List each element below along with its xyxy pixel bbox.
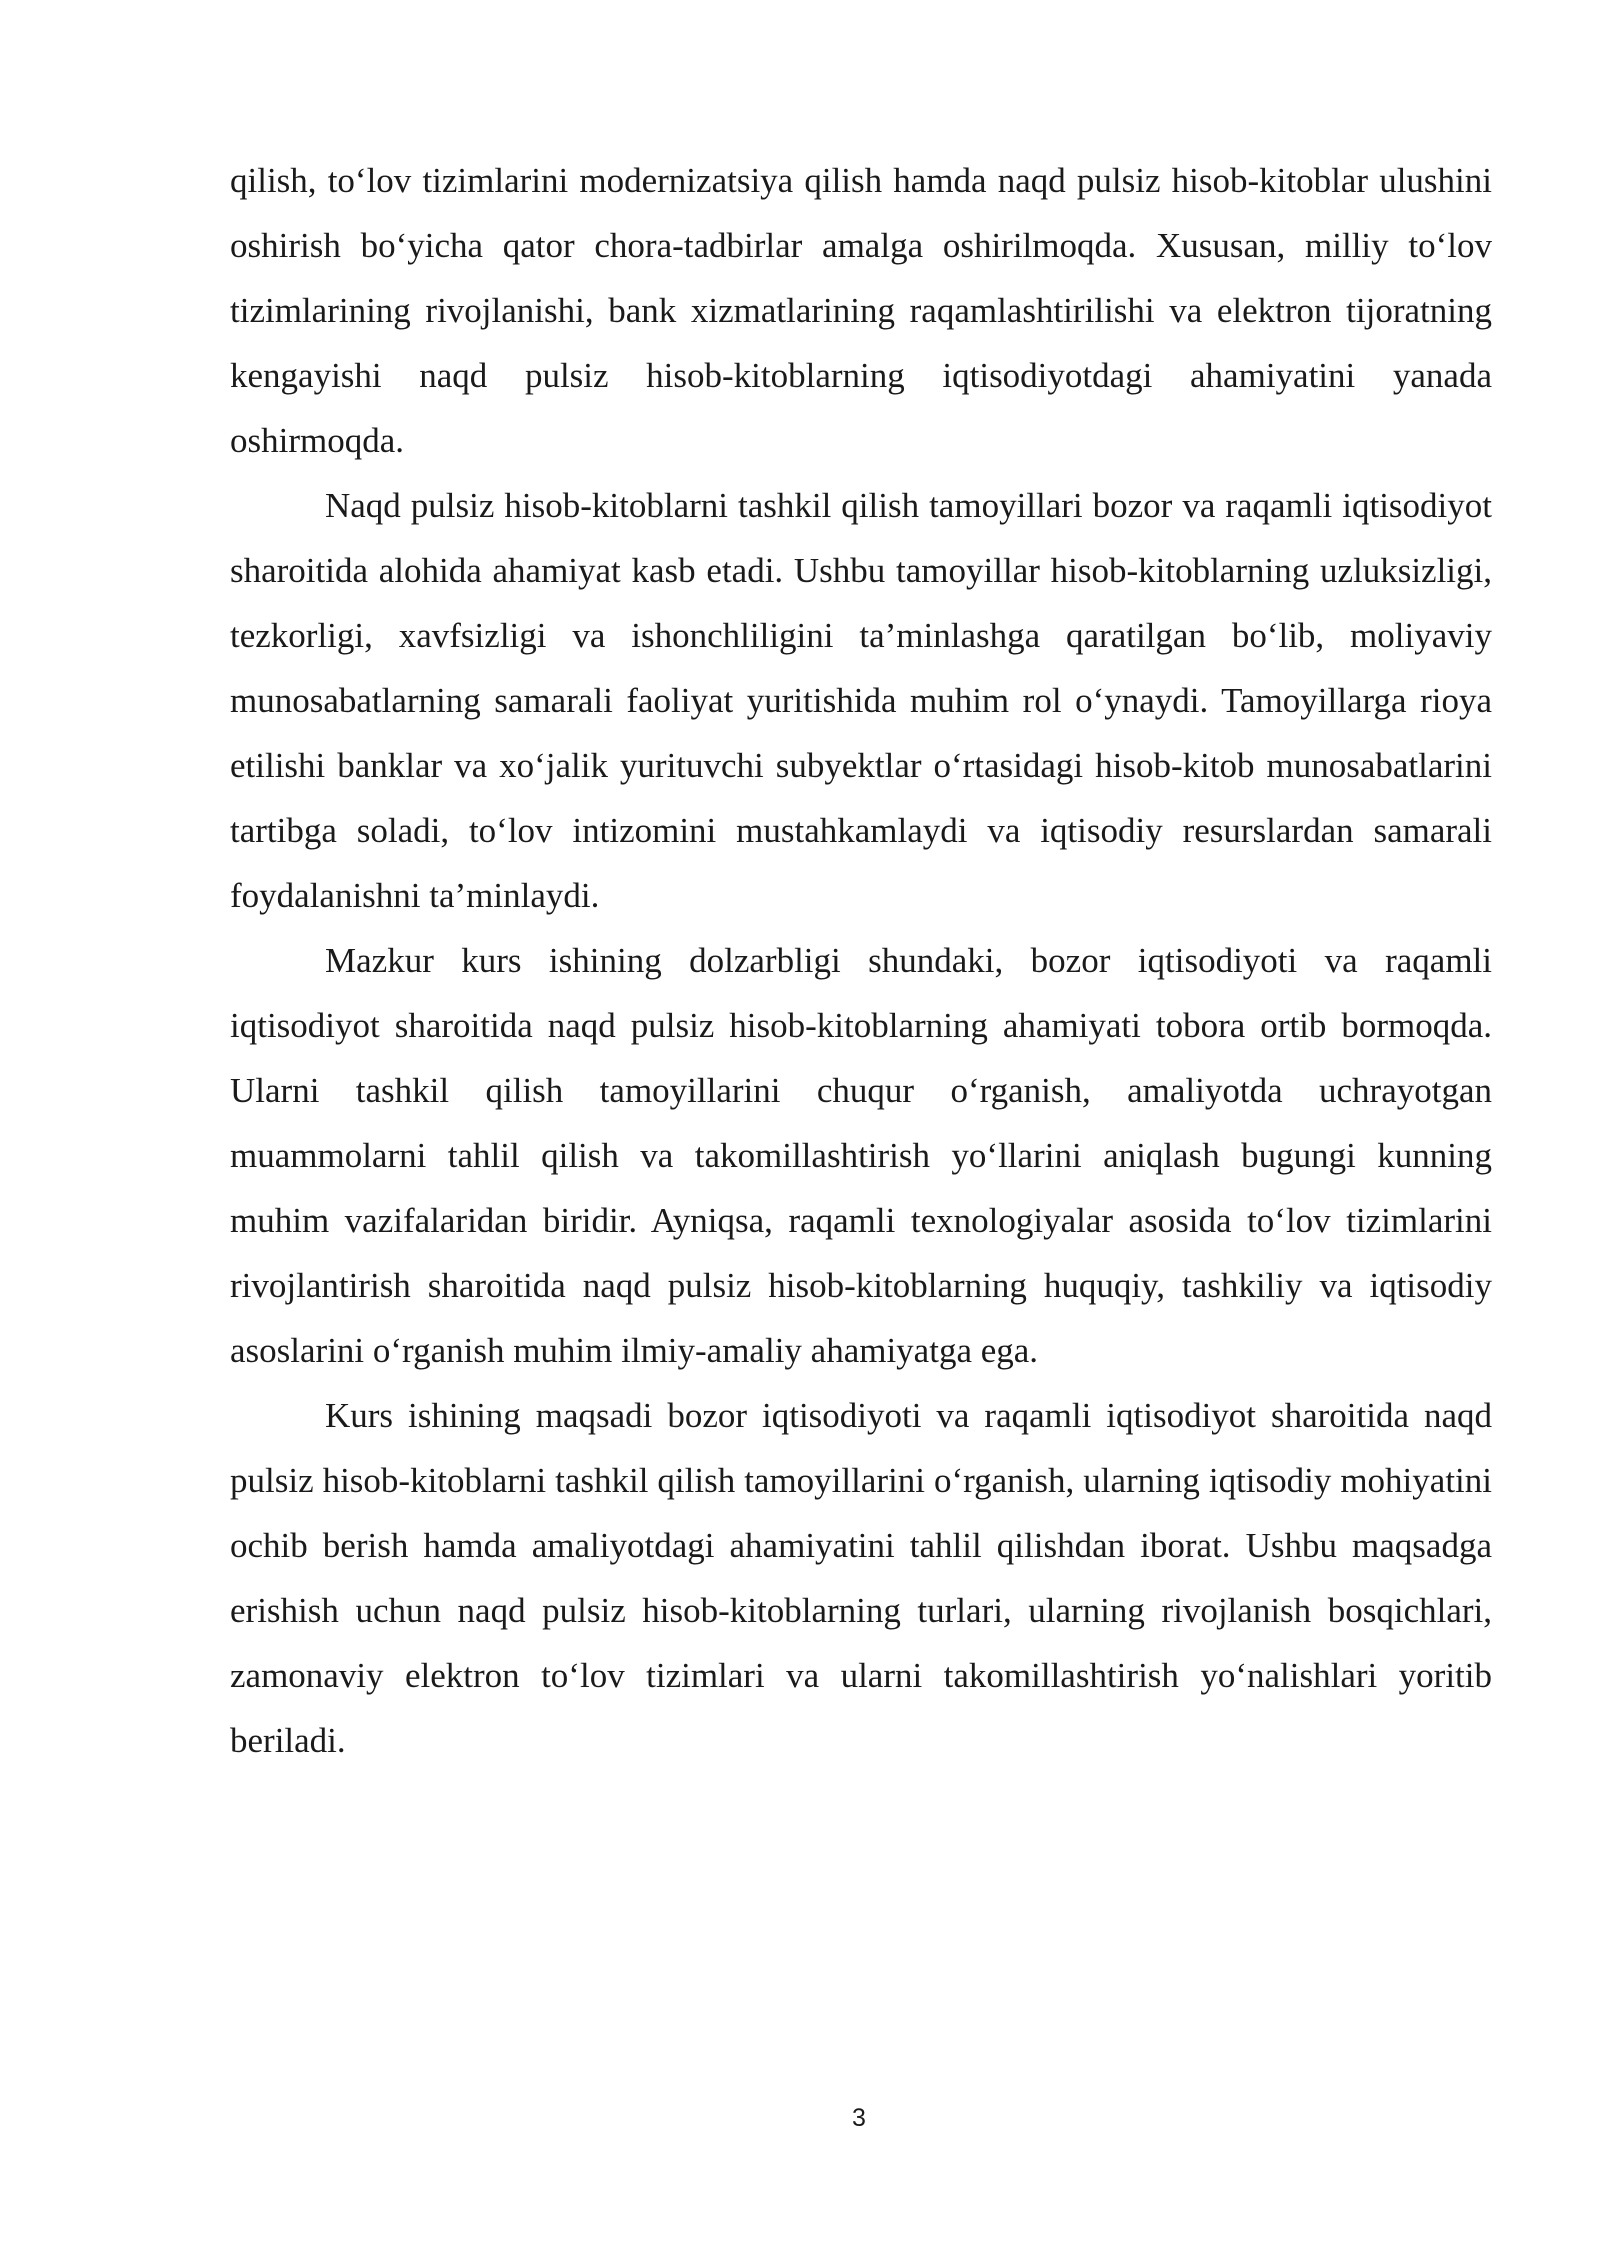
paragraph-4: Kurs ishining maqsadi bozor iqtisodiyoti va raqamli iqtisodiyot sharoitida naqd pulsiz hisob-kitoblarni tashkil qilish tamoyillarini o‘rganish, ularning iqtisodiy mohiyatini ochib berish hamda amaliyotdagi ahamiyatini tahlil qilishdan iborat. Ushbu maqsadga erishish uchun naqd pulsiz hisob-kitoblarning turlari, ularning rivojlanish bosqichlari, zamonaviy elektron to‘lov tizimlari va ularni takomillashtirish yo‘nalishlari yoritib beriladi.	[230, 1396, 1492, 1760]
document-body	[230, 148, 1492, 1773]
paragraph-2: Naqd pulsiz hisob-kitoblarni tashkil qilish tamoyillari bozor va raqamli iqtisodiyot sharoitida alohida ahamiyat kasb etadi. Ushbu tamoyillar hisob-kitoblarning uzluksizligi, tezkorligi, xavfsizligi va ishonchliligini ta’minlashga qaratilgan bo‘lib, moliyaviy munosabatlarning samarali faoliyat yuritishida muhim rol o‘ynaydi. Tamoyillarga rioya etilishi banklar va xo‘jalik yurituvchi subyektlar o‘rtasidagi hisob-kitob munosabatlarini tartibga soladi, to‘lov intizomini mustahkamlaydi va iqtisodiy resurslardan samarali foydalanishni ta’minlaydi.	[230, 486, 1492, 915]
paragraph-3: Mazkur kurs ishining dolzarbligi shundaki, bozor iqtisodiyoti va raqamli iqtisodiyot sharoitida naqd pulsiz hisob-kitoblarning ahamiyati tobora ortib bormoqda. Ularni tashkil qilish tamoyillarini chuqur o‘rganish, amaliyotda uchrayotgan muammolarni tahlil qilish va takomillashtirish yo‘llarini aniqlash bugungi kunning muhim vazifalaridan biridir. Ayniqsa, raqamli texnologiyalar asosida to‘lov tizimlarini rivojlantirish sharoitida naqd pulsiz hisob-kitoblarning huquqiy, tashkiliy va iqtisodiy asoslarini o‘rganish muhim ilmiy-amaliy ahamiyatga ega.	[230, 941, 1492, 1370]
paragraph-1: qilish, to‘lov tizimlarini modernizatsiya qilish hamda naqd pulsiz hisob-kitoblar ulushini oshirish bo‘yicha qator chora-tadbirlar amalga oshirilmoqda. Xususan, milliy to‘lov tizimlarining rivojlanishi, bank xizmatlarining raqamlashtirilishi va elektron tijoratning kengayishi naqd pulsiz hisob-kitoblarning iqtisodiyotdagi ahamiyatini yanada oshirmoqda.	[230, 161, 1492, 460]
page-number: 3	[852, 2104, 866, 2132]
